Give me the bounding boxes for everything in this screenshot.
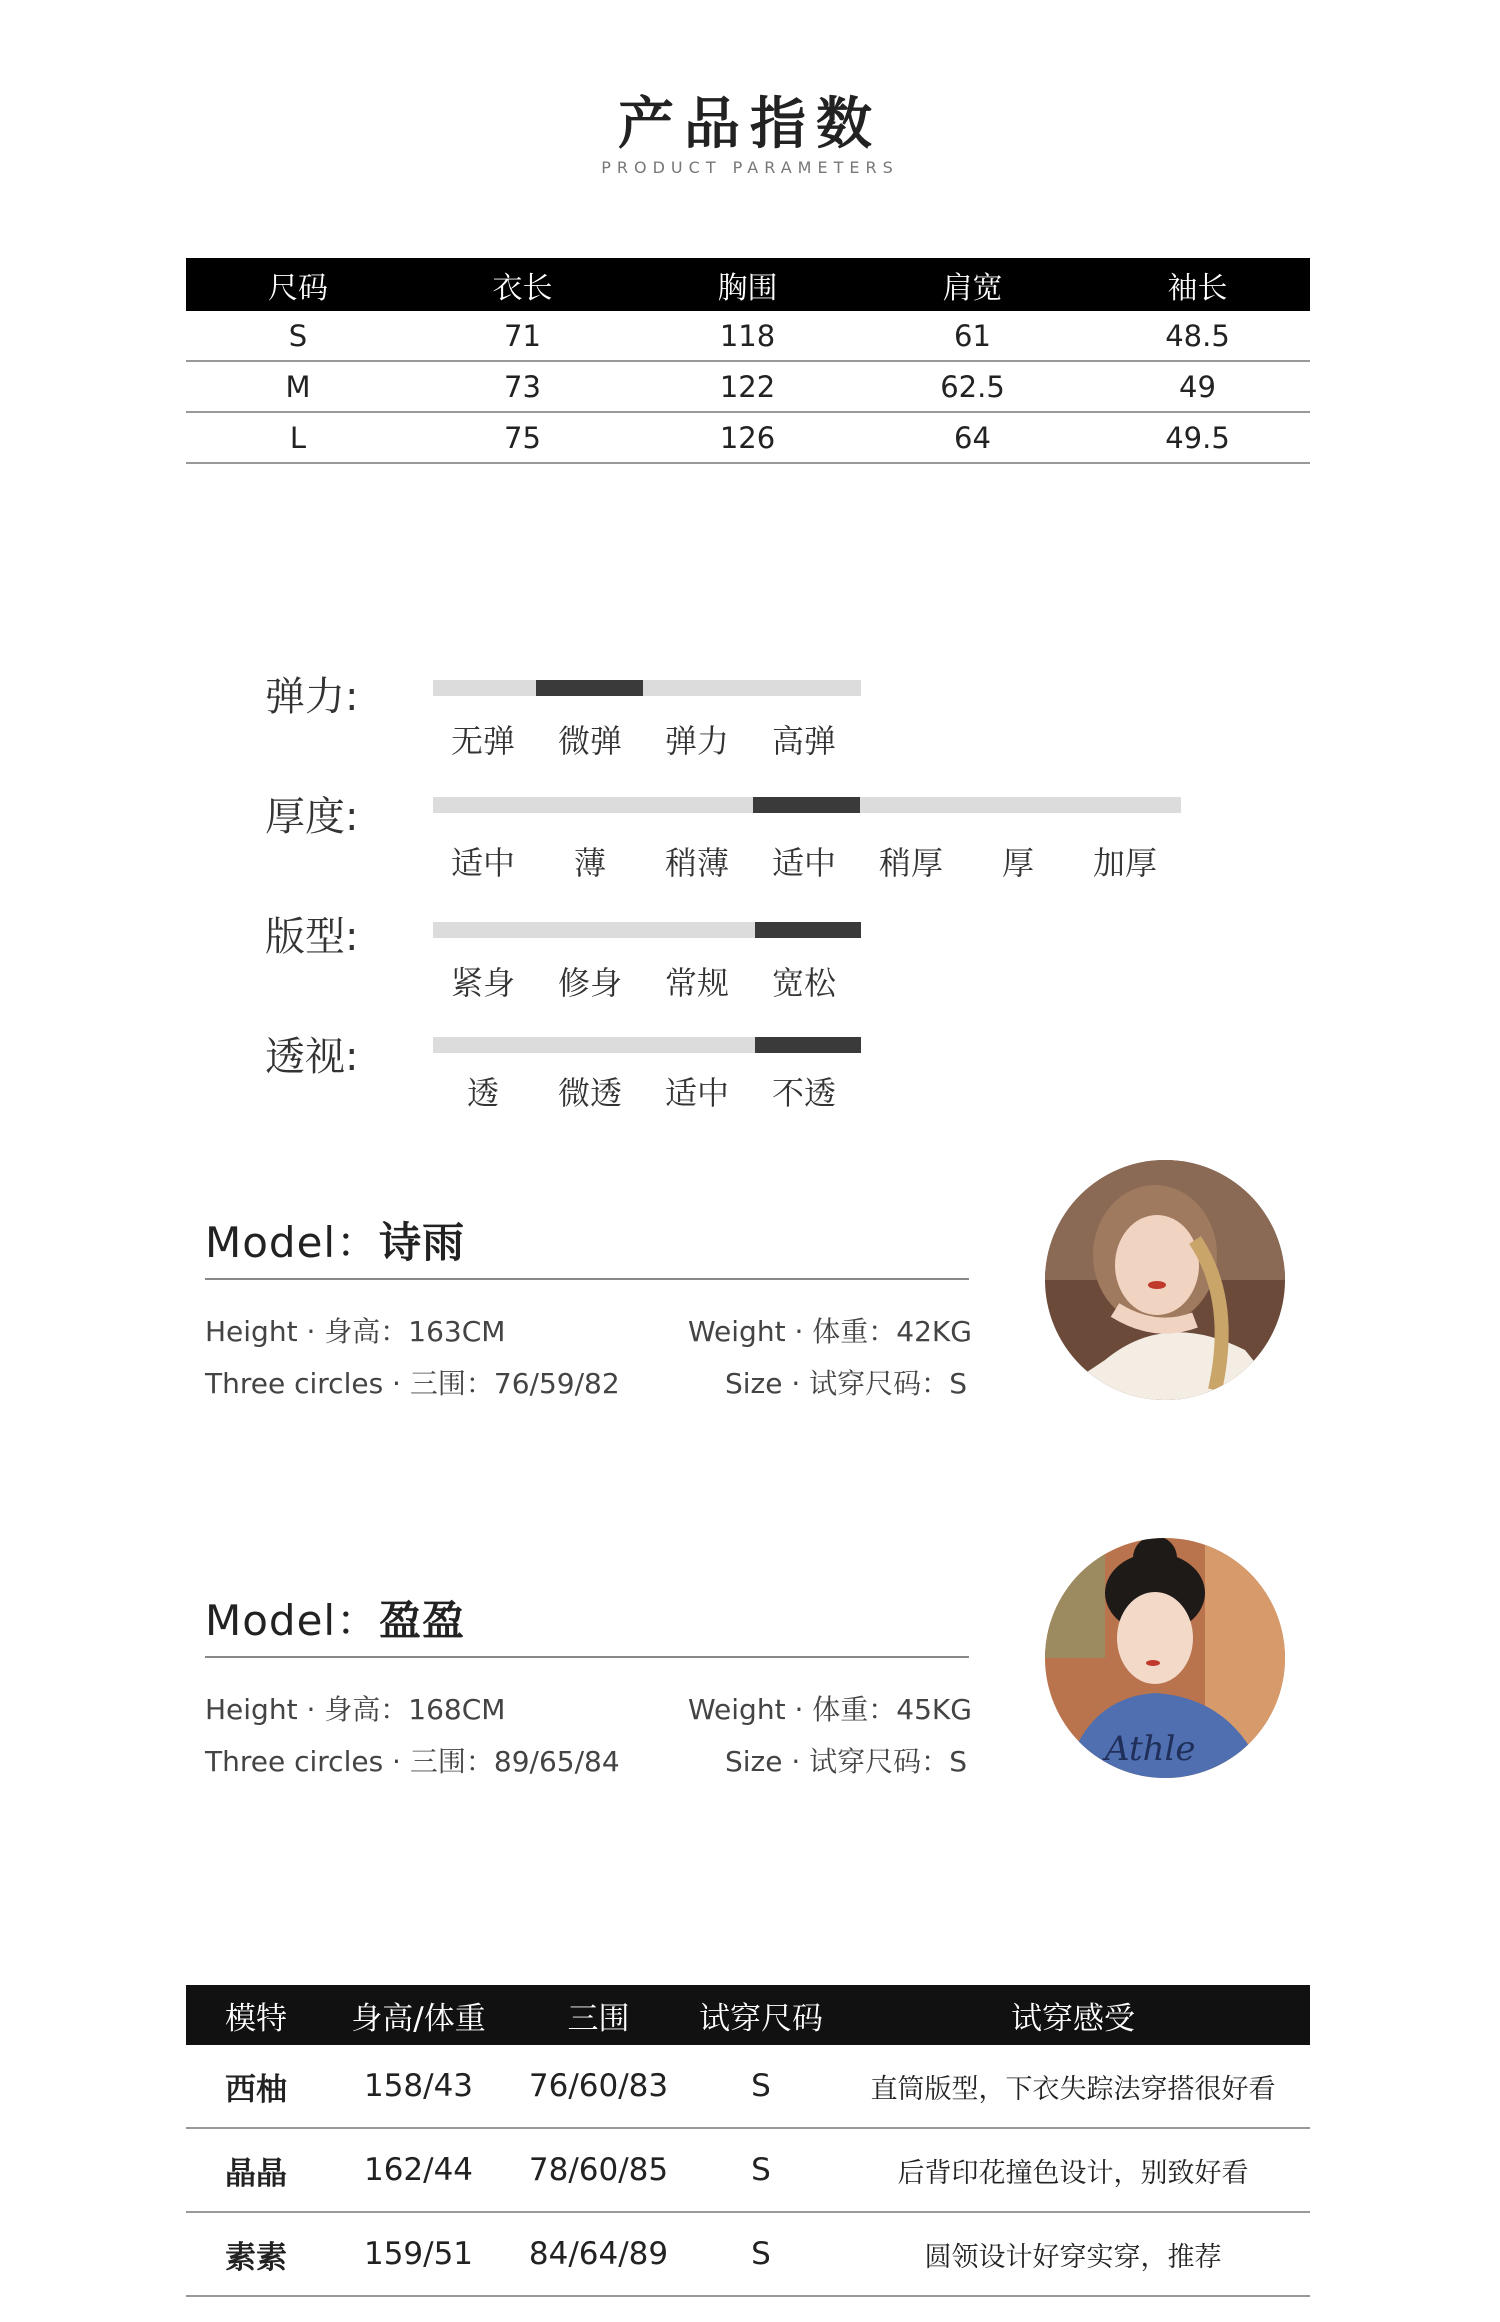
table-cell: 126 xyxy=(719,420,776,455)
model-photo xyxy=(1045,1160,1285,1400)
table-cell: 61 xyxy=(954,318,991,353)
column-header: 衣长 xyxy=(492,270,553,306)
column-header: 试穿尺码 xyxy=(699,2000,823,2037)
fit-bar xyxy=(433,922,861,938)
model-size-label: Size · 试穿尺码： xyxy=(725,1367,950,1400)
svg-text:Athle: Athle xyxy=(1105,1729,1196,1769)
table-cell: 75 xyxy=(504,420,541,455)
model-circles xyxy=(205,1740,620,1780)
elasticity-option: 高弹 xyxy=(771,722,836,760)
tryon-table xyxy=(186,1985,1310,2297)
model-avatar xyxy=(1045,1160,1285,1400)
model-title-prefix: Model： xyxy=(205,1218,380,1267)
table-row xyxy=(186,2045,1310,2129)
transparency-option: 不透 xyxy=(771,1074,836,1112)
transparency-option: 透 xyxy=(466,1074,499,1112)
fit-option: 常规 xyxy=(664,964,729,1002)
transparency-bar xyxy=(433,1037,861,1053)
model-title xyxy=(205,1588,465,1648)
model-circles-value: 76/59/82 xyxy=(493,1367,620,1400)
table-cell: 62.5 xyxy=(940,369,1005,404)
table-cell: 158/43 xyxy=(363,2068,474,2104)
table-cell: 晶晶 xyxy=(225,2155,287,2192)
table-cell: 圆领设计好穿实穿，推荐 xyxy=(924,2241,1222,2273)
elasticity-option: 微弹 xyxy=(557,722,622,760)
fit-option: 宽松 xyxy=(771,964,836,1002)
table-cell: 48.5 xyxy=(1165,318,1230,353)
table-cell: 162/44 xyxy=(363,2152,474,2188)
tryon-table-header xyxy=(186,1985,1310,2045)
thickness-option: 适中 xyxy=(771,844,836,882)
model-height-value: 163CM xyxy=(408,1315,506,1348)
model-title-prefix: Model： xyxy=(205,1596,380,1645)
model-circles xyxy=(205,1362,620,1402)
table-cell: L xyxy=(289,420,307,455)
thickness-option: 稍厚 xyxy=(878,844,943,882)
table-row xyxy=(186,362,1310,413)
table-cell: 西柚 xyxy=(225,2071,287,2108)
divider xyxy=(205,1278,969,1280)
transparency-option: 适中 xyxy=(664,1074,729,1112)
table-cell: 84/64/89 xyxy=(528,2236,669,2272)
model-size xyxy=(725,1362,967,1402)
column-header: 模特 xyxy=(225,2000,287,2037)
thickness-option: 加厚 xyxy=(1092,844,1157,882)
elasticity-label: 弹力: xyxy=(265,674,359,720)
table-cell: 118 xyxy=(719,318,776,353)
model-weight-label: Weight · 体重： xyxy=(688,1315,897,1348)
model-height-label: Height · 身高： xyxy=(205,1315,409,1348)
table-cell: S xyxy=(288,318,308,353)
model-photo xyxy=(1045,1538,1285,1778)
table-cell: 素素 xyxy=(225,2239,287,2276)
table-cell: 76/60/83 xyxy=(528,2068,669,2104)
page-title: 产品指数 xyxy=(618,92,882,157)
table-cell: 49 xyxy=(1179,369,1216,404)
fit-bar-indicator xyxy=(755,922,861,938)
thickness-option: 稍薄 xyxy=(664,844,729,882)
table-cell: 71 xyxy=(504,318,541,353)
thickness-option: 厚 xyxy=(1001,844,1034,882)
transparency-option: 微透 xyxy=(557,1074,622,1112)
model-name: 盈盈 xyxy=(379,1596,466,1645)
model-weight xyxy=(688,1688,972,1728)
elasticity-option: 弹力 xyxy=(664,722,729,760)
fit-option: 修身 xyxy=(557,964,622,1002)
elasticity-bar-indicator xyxy=(536,680,643,696)
table-row xyxy=(186,413,1310,464)
model-title xyxy=(205,1210,465,1270)
model-avatar xyxy=(1045,1538,1285,1778)
elasticity-bar xyxy=(433,680,861,696)
table-cell: 122 xyxy=(719,369,776,404)
thickness-label: 厚度: xyxy=(265,794,359,840)
column-header: 尺码 xyxy=(268,270,328,306)
table-cell: 64 xyxy=(954,420,991,455)
column-header: 袖长 xyxy=(1167,270,1228,306)
transparency-label: 透视: xyxy=(265,1034,359,1080)
model-circles-label: Three circles · 三围： xyxy=(205,1367,494,1400)
column-header: 胸围 xyxy=(717,270,778,306)
elasticity-option: 无弹 xyxy=(450,722,515,760)
column-header: 试穿感受 xyxy=(1011,2000,1135,2037)
model-weight-value: 42KG xyxy=(896,1315,972,1348)
model-size-value: S xyxy=(949,1367,967,1400)
column-header: 三围 xyxy=(567,2000,630,2037)
fit-label: 版型: xyxy=(265,914,359,960)
divider xyxy=(205,1656,969,1658)
table-row xyxy=(186,2213,1310,2297)
table-cell: 159/51 xyxy=(363,2236,474,2272)
model-height-value: 168CM xyxy=(408,1693,506,1726)
size-table-header xyxy=(186,258,1310,311)
page-subtitle: PRODUCT PARAMETERS xyxy=(601,158,899,177)
table-cell: S xyxy=(751,2068,771,2104)
model-circles-label: Three circles · 三围： xyxy=(205,1745,494,1778)
fit-option: 紧身 xyxy=(450,964,515,1002)
model-size xyxy=(725,1740,967,1780)
table-cell: 73 xyxy=(504,369,541,404)
thickness-bar xyxy=(433,797,1181,813)
model-weight-value: 45KG xyxy=(896,1693,972,1726)
thickness-option: 适中 xyxy=(450,844,515,882)
model-name: 诗雨 xyxy=(379,1218,466,1267)
thickness-bar-indicator xyxy=(753,797,860,813)
table-cell: S xyxy=(751,2152,771,2188)
model-size-value: S xyxy=(949,1745,967,1778)
model-height xyxy=(205,1310,505,1350)
model-circles-value: 89/65/84 xyxy=(493,1745,620,1778)
table-cell: 49.5 xyxy=(1165,420,1230,455)
model-weight-label: Weight · 体重： xyxy=(688,1693,897,1726)
table-row xyxy=(186,2129,1310,2213)
column-header: 身高/体重 xyxy=(351,2000,486,2037)
table-cell: 直筒版型，下衣失踪法穿搭很好看 xyxy=(870,2073,1276,2105)
column-header: 肩宽 xyxy=(942,270,1003,306)
size-table xyxy=(186,258,1310,464)
model-height-label: Height · 身高： xyxy=(205,1693,409,1726)
table-cell: M xyxy=(285,369,311,404)
model-size-label: Size · 试穿尺码： xyxy=(725,1745,950,1778)
table-cell: 78/60/85 xyxy=(528,2152,669,2188)
table-cell: S xyxy=(751,2236,771,2272)
model-height xyxy=(205,1688,505,1728)
model-weight xyxy=(688,1310,972,1350)
transparency-bar-indicator xyxy=(755,1037,861,1053)
table-row xyxy=(186,311,1310,362)
table-cell: 后背印花撞色设计，别致好看 xyxy=(897,2157,1249,2189)
thickness-option: 薄 xyxy=(573,844,606,882)
